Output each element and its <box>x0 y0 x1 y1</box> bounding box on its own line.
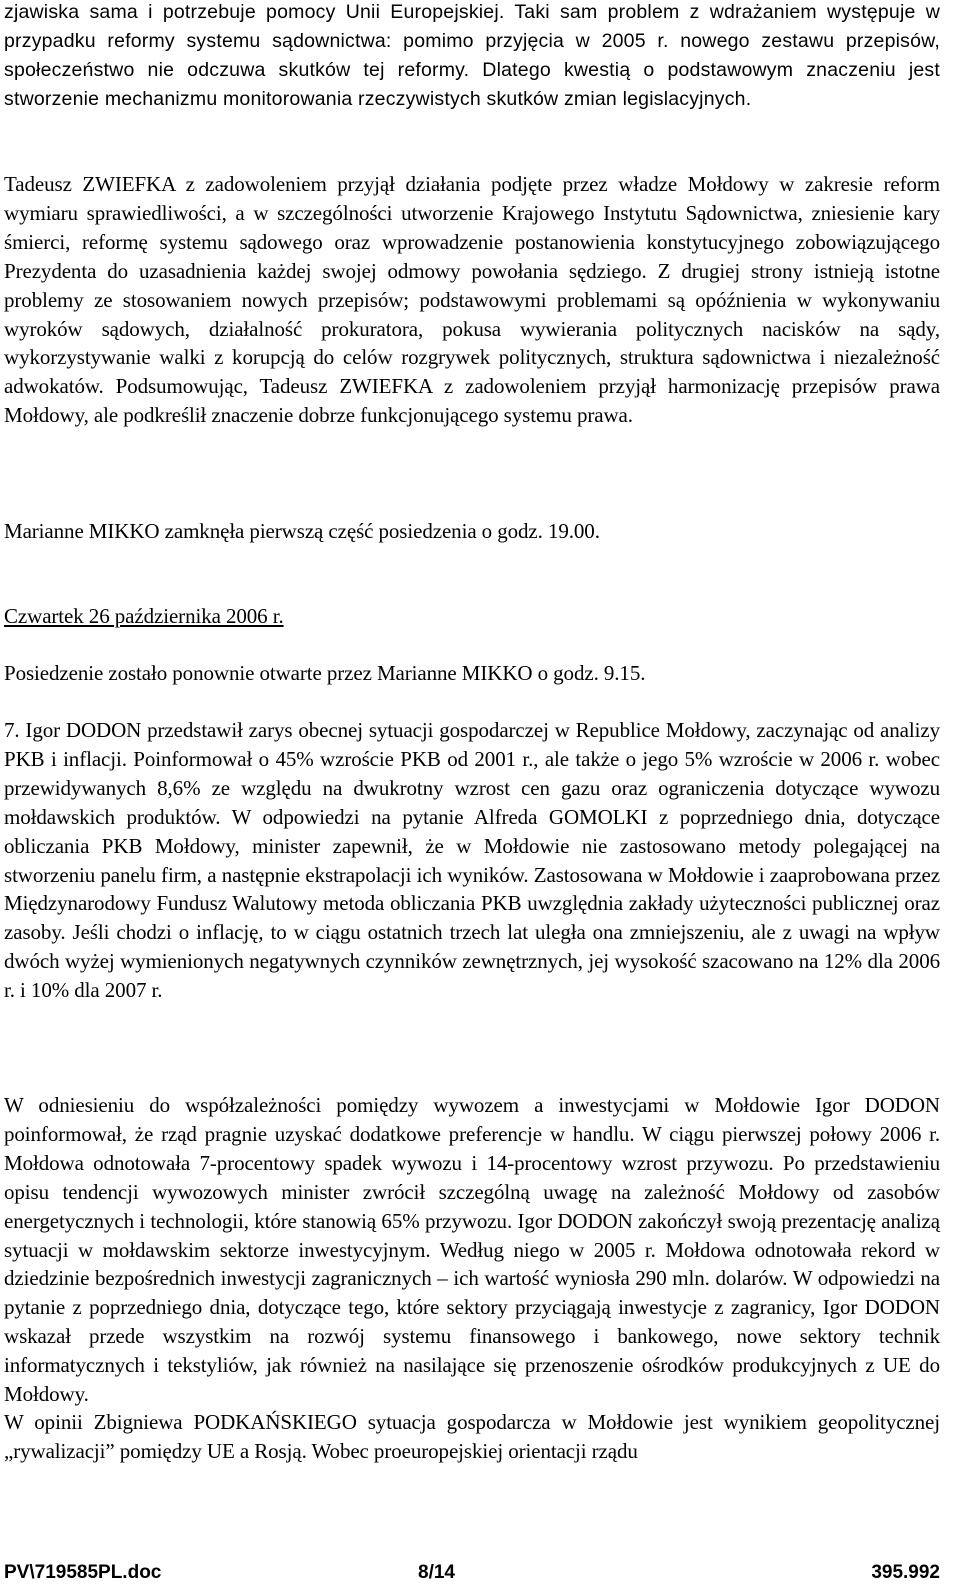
paragraph-session-open: Posiedzenie zostało ponownie otwarte przez Marianne MIKKO o godz. 9.15. <box>4 661 646 685</box>
paragraph-dodon-economy: 7. Igor DODON przedstawił zarys obecnej sytuacji gospodarczej w Republice Mołdowy, zaczynając od analizy PKB i inflacji. Poinformował o 45% wzroście PKB od 2001 r., ale także o jego 5% wzroście w 2006 r. wobec przewidywanych 8,6% ze względu na dwukrotny wzrost cen gazu oraz ograniczenia dotyczące wywozu mołdawskich produktów. W odpowiedzi na pytanie Alfreda GOMOLKI z poprzedniego dnia, dotyczące obliczania PKB Mołdowy, minister zapewnił, że w Mołdowie nie zastosowano metody polegającej na stworzeniu panelu firm, a następnie ekstrapolacji ich wyników. Zastosowana w Mołdowie i zaaprobowana przez Międzynarodowy Fundusz Walutowy metoda obliczania PKB uwzględnia zakłady użyteczności publicznej oraz zasoby. Jeśli chodzi o inflację, to w ciągu ostatnich trzech lat uległa ona zmniejszeniu, ale z uwagi na wpływ dwóch wyżej wymienionych negatywnych czynników zewnętrznych, jej wysokość szacowano na 12% dla 2006 r. i 10% dla 2007 r. <box>4 718 940 1003</box>
paragraph-zwiefka: Tadeusz ZWIEFKA z zadowoleniem przyjął działania podjęte przez władze Mołdowy w zakresie reform wymiaru sprawiedliwości, a w szczególności utworzenie Krajowego Instytutu Sądownictwa, zniesienie kary śmierci, reformę systemu sądowego oraz wprowadzenie postanowienia konstytucyjnego zobowiązującego Prezydenta do uzasadnienia każdej swojej odmowy powołania sędziego. Z drugiej strony istnieją istotne problemy ze stosowaniem nowych przepisów; podstawowymi problemami są opóźnienia w wykonywaniu wyroków sądowych, działalność prokuratora, pokusa wywierania politycznych nacisków na sądy, wykorzystywanie walki z korupcją do celów rozgrywek politycznych, struktura sądownictwa i niezależność adwokatów. Podsumowując, Tadeusz ZWIEFKA z zadowoleniem przyjął harmonizację przepisów prawa Mołdowy, ale podkreślił znaczenie dobrze funkcjonującego systemu prawa. <box>4 172 940 428</box>
footer-doc-ref: PV\719585PL.doc <box>4 1562 162 1583</box>
footer-page-number: 8/14 <box>418 1562 455 1583</box>
paragraph-dodon-investment: W odniesieniu do współzależności pomiędzy wywozem a inwestycjami w Mołdowie Igor DODON poinformował, że rząd pragnie uzyskać dodatkowe preferencje w handlu. W ciągu pierwszej połowy 2006 r. Mołdowa odnotowała 7-procentowy spadek wywozu i 14-procentowy wzrost przywozu. Po przedstawieniu opisu tendencji wywozowych minister zwrócił szczególną uwagę na zależność Mołdowy od zasobów energetycznych i technologii, które stanowią 65% przywozu. Igor DODON zakończył swoją prezentację analizą sytuacji w mołdawskim sektorze inwestycyjnym. Według niego w 2005 r. Mołdowa odnotowała rekord w dziedzinie bezpośrednich inwestycji zagranicznych – ich wartość wyniosła 290 mln. dolarów. W odpowiedzi na pytanie z poprzedniego dnia, dotyczące tego, które sektory przyciągają inwestycje z zagranicy, Igor DODON wskazał przede wszystkim na rozwój systemu finansowego i bankowego, nowe sektory technik informatycznych i tekstyliów, jak również na nasilające się przenoszenie ośrodków produkcyjnych z UE do Mołdowy. <box>4 1093 940 1407</box>
date-heading: Czwartek 26 października 2006 r. <box>4 604 284 628</box>
footer-doc-code: 395.992 <box>871 1562 940 1583</box>
paragraph-intro: zjawiska sama i potrzebuje pomocy Unii Europejskiej. Taki sam problem z wdrażaniem występuje w przypadku reformy systemu sądownictwa: pomimo przyjęcia w 2005 r. nowego zestawu przepisów, społeczeństwo nie odczuwa skutków tej reformy. Dlatego kwestią o podstawowym znaczeniu jest stworzenie mechanizmu monitorowania rzeczywistych skutków zmian legislacyjnych. <box>4 1 940 110</box>
page-footer <box>4 1558 940 1588</box>
paragraph-session-close: Marianne MIKKO zamknęła pierwszą część posiedzenia o godz. 19.00. <box>4 519 600 543</box>
paragraph-podkanski: W opinii Zbigniewa PODKAŃSKIEGO sytuacja gospodarcza w Mołdowie jest wynikiem geopolitycznej „rywalizacji” pomiędzy UE a Rosją. Wobec proeuropejskiej orientacji rządu <box>4 1410 940 1463</box>
